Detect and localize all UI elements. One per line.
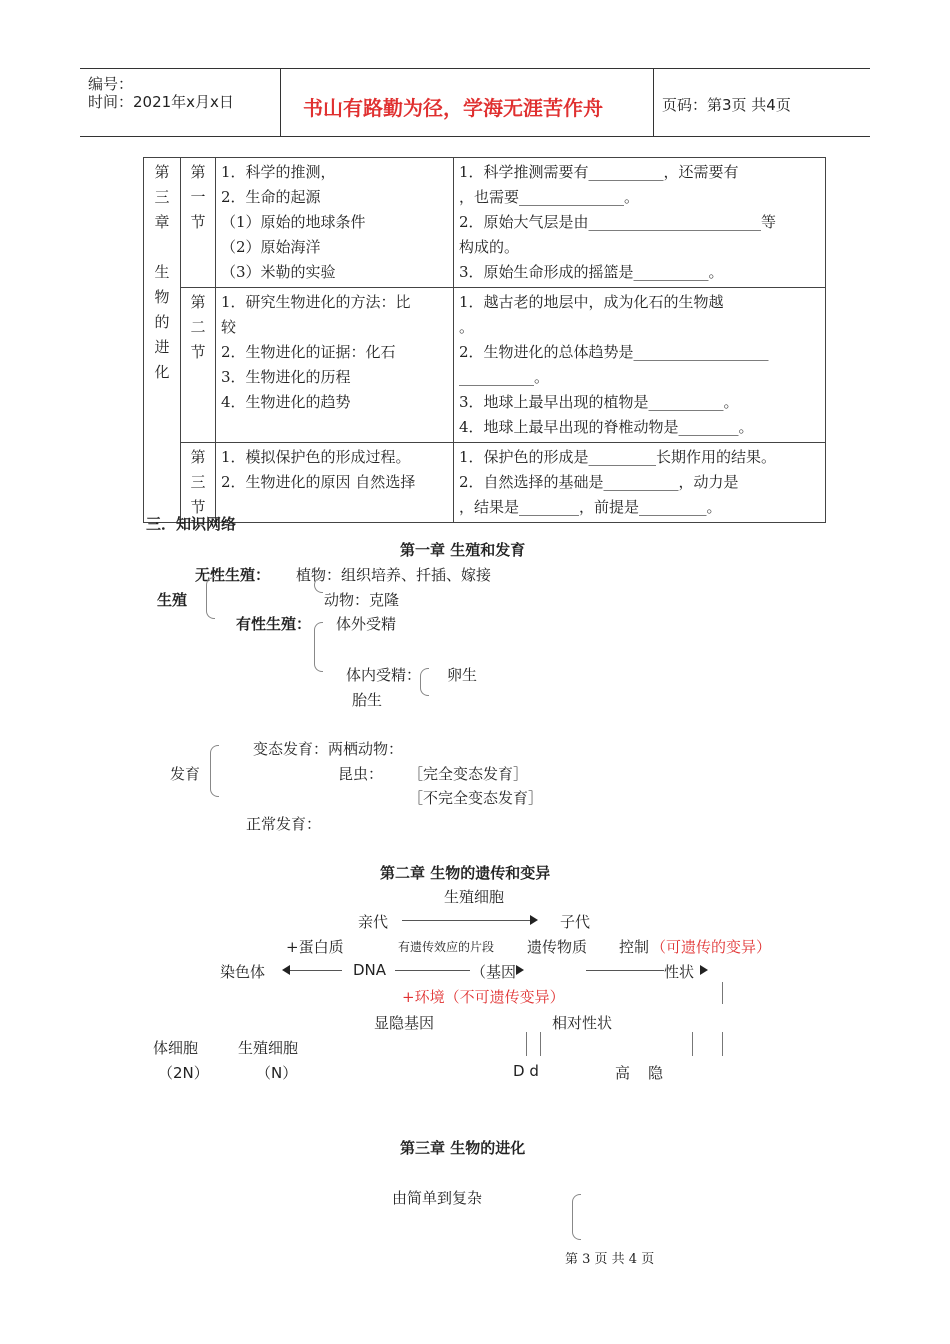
question-line: ，结果是________，前提是_________。 xyxy=(459,498,722,516)
content-cell xyxy=(216,443,454,523)
content-line: 3．生物进化的历程 xyxy=(221,368,351,386)
chromosome-label: 染色体 xyxy=(220,963,266,981)
germ-cell-top: 生殖细胞 xyxy=(444,888,505,906)
date-label: 时间：2021年x月x日 xyxy=(88,93,234,111)
asexual-label: 无性生殖： xyxy=(195,566,271,584)
gene-label: （基因 xyxy=(471,963,517,981)
question-line: 。 xyxy=(459,318,475,336)
hidden-label: 隐 xyxy=(648,1064,664,1082)
brace-development xyxy=(210,745,219,797)
question-line: 2．原始大气层是由_______________________等 xyxy=(459,213,777,231)
arrow-head xyxy=(282,965,290,975)
evolution-table xyxy=(143,157,826,523)
motto: 书山有路勤为径，学海无涯苦作舟 xyxy=(303,96,603,120)
viviparous-label: 胎生 xyxy=(352,691,383,709)
connector-line xyxy=(722,1032,723,1056)
content-cell xyxy=(216,158,454,288)
insects-label: 昆虫： xyxy=(338,765,384,783)
relative-trait-label: 相对性状 xyxy=(552,1014,613,1032)
brace-internal xyxy=(420,668,429,696)
header-center xyxy=(281,69,654,136)
normal-label: 正常发育： xyxy=(246,815,322,833)
dominant-recessive-label: 显隐基因 xyxy=(374,1014,435,1032)
chapter-cell xyxy=(144,158,181,523)
somatic-label: 体细胞 xyxy=(153,1039,199,1057)
question-line: 3．地球上最早出现的植物是__________。 xyxy=(459,393,739,411)
question-cell xyxy=(454,288,826,443)
protein-label: +蛋白质 xyxy=(286,938,344,956)
ch1-title: 第一章 生殖和发育 xyxy=(400,541,526,559)
question-line: 1．保护色的形成是_________长期作用的结果。 xyxy=(459,448,777,466)
arrow-line xyxy=(290,970,342,971)
animals-label: 动物：克隆 xyxy=(324,591,400,609)
brace-reproduction xyxy=(206,577,215,619)
offspring-label: 子代 xyxy=(560,913,591,931)
sexual-label: 有性生殖： xyxy=(236,615,312,633)
arrow-head xyxy=(700,965,708,975)
development-label: 发育 xyxy=(170,765,201,783)
page-info: 页码：第3页 共4页 xyxy=(662,96,791,114)
header-right xyxy=(654,69,870,136)
section-cell xyxy=(181,443,216,523)
content-line: 1．研究生物进化的方法：比 xyxy=(221,293,411,311)
trait-label: 性状 xyxy=(664,963,695,981)
content-line: 1．科学的推测， xyxy=(221,163,336,181)
question-line: 构成的。 xyxy=(459,238,520,256)
parent-label: 亲代 xyxy=(358,913,389,931)
table-row xyxy=(144,443,826,523)
section-cell xyxy=(181,158,216,288)
question-line: 1．科学推测需要有__________，还需要有 xyxy=(459,163,739,181)
arrow-line xyxy=(586,970,664,971)
content-line: 2．生物进化的证据：化石 xyxy=(221,343,396,361)
number-label: 编号： xyxy=(88,75,134,93)
arrow-head xyxy=(516,965,524,975)
reproduction-label: 生殖 xyxy=(157,591,188,609)
brace-sexual xyxy=(314,622,323,672)
connector-line xyxy=(526,1032,527,1056)
question-cell xyxy=(454,158,826,288)
internal-label: 体内受精： xyxy=(346,666,422,684)
simple-to-complex-label: 由简单到复杂 xyxy=(392,1189,483,1207)
content-line: （2）原始海洋 xyxy=(221,238,321,256)
content-line: （3）米勒的实验 xyxy=(221,263,336,281)
table-row xyxy=(144,288,826,443)
section-label: 第二节 xyxy=(190,293,206,361)
brace-evolution xyxy=(572,1194,581,1240)
chapter-name: 生物的进化 xyxy=(154,263,170,381)
high-label: 高 xyxy=(615,1064,631,1082)
environment-label: +环境（不可遗传变异） xyxy=(402,988,565,1006)
content-line: 4．生物进化的趋势 xyxy=(221,393,351,411)
connector-line xyxy=(540,1032,541,1056)
segment-label: 有遗传效应的片段 xyxy=(398,940,495,954)
page-footer: 第 3 页 共 4 页 xyxy=(565,1252,655,1267)
plants-label: 植物：组织培养、扦插、嫁接 xyxy=(296,566,492,584)
incomplete-label: ［不完全变态发育］ xyxy=(408,789,544,807)
question-cell xyxy=(454,443,826,523)
connector-line xyxy=(692,1032,693,1056)
question-line: 4．地球上最早出现的脊椎动物是________。 xyxy=(459,418,754,436)
n2-label: （2N） xyxy=(158,1064,209,1082)
content-line: （1）原始的地球条件 xyxy=(221,213,366,231)
section-label: 第一节 xyxy=(190,163,206,231)
control-label: 控制 xyxy=(619,938,650,956)
ch3-title: 第三章 生物的进化 xyxy=(400,1139,526,1157)
section-cell xyxy=(181,288,216,443)
question-line: 2．自然选择的基础是__________，动力是 xyxy=(459,473,739,491)
content-line: 2．生物进化的原因 自然选择 xyxy=(221,473,416,491)
page-header xyxy=(80,68,870,137)
question-line: 1．越古老的地层中，成为化石的生物越 xyxy=(459,293,724,311)
content-line: 2．生命的起源 xyxy=(221,188,321,206)
connector-line xyxy=(722,982,723,1004)
question-line: ，也需要______________。 xyxy=(459,188,640,206)
brace-asexual xyxy=(314,577,323,593)
n-label: （N） xyxy=(256,1064,298,1082)
ch2-title: 第二章 生物的遗传和变异 xyxy=(380,864,551,882)
section-label: 第三节 xyxy=(190,448,206,516)
complete-label: ［完全变态发育］ xyxy=(408,765,529,783)
network-heading: 三．知识网络 xyxy=(146,515,237,533)
content-line: 1．模拟保护色的形成过程。 xyxy=(221,448,411,466)
heritable-label: （可遗传的变异） xyxy=(651,938,772,956)
genetic-material-label: 遗传物质 xyxy=(527,938,588,956)
external-label: 体外受精 xyxy=(336,615,397,633)
dna-label: DNA xyxy=(353,961,387,979)
question-line: __________。 xyxy=(459,368,550,386)
header-left xyxy=(80,69,281,136)
content-line: 较 xyxy=(221,318,237,336)
oviparous-label: 卵生 xyxy=(447,666,478,684)
arrow-head xyxy=(530,915,538,925)
dd-label: D d xyxy=(513,1062,539,1080)
question-line: 2．生物进化的总体趋势是__________________ xyxy=(459,343,769,361)
chapter-label: 第三章 xyxy=(154,163,170,231)
arrow-line xyxy=(395,970,470,971)
germ-cell-label: 生殖细胞 xyxy=(238,1039,299,1057)
arrow-line xyxy=(402,920,530,921)
table-row xyxy=(144,158,826,288)
content-cell xyxy=(216,288,454,443)
metamorphosis-label: 变态发育：两栖动物： xyxy=(253,740,404,758)
question-line: 3．原始生命形成的摇篮是__________。 xyxy=(459,263,724,281)
